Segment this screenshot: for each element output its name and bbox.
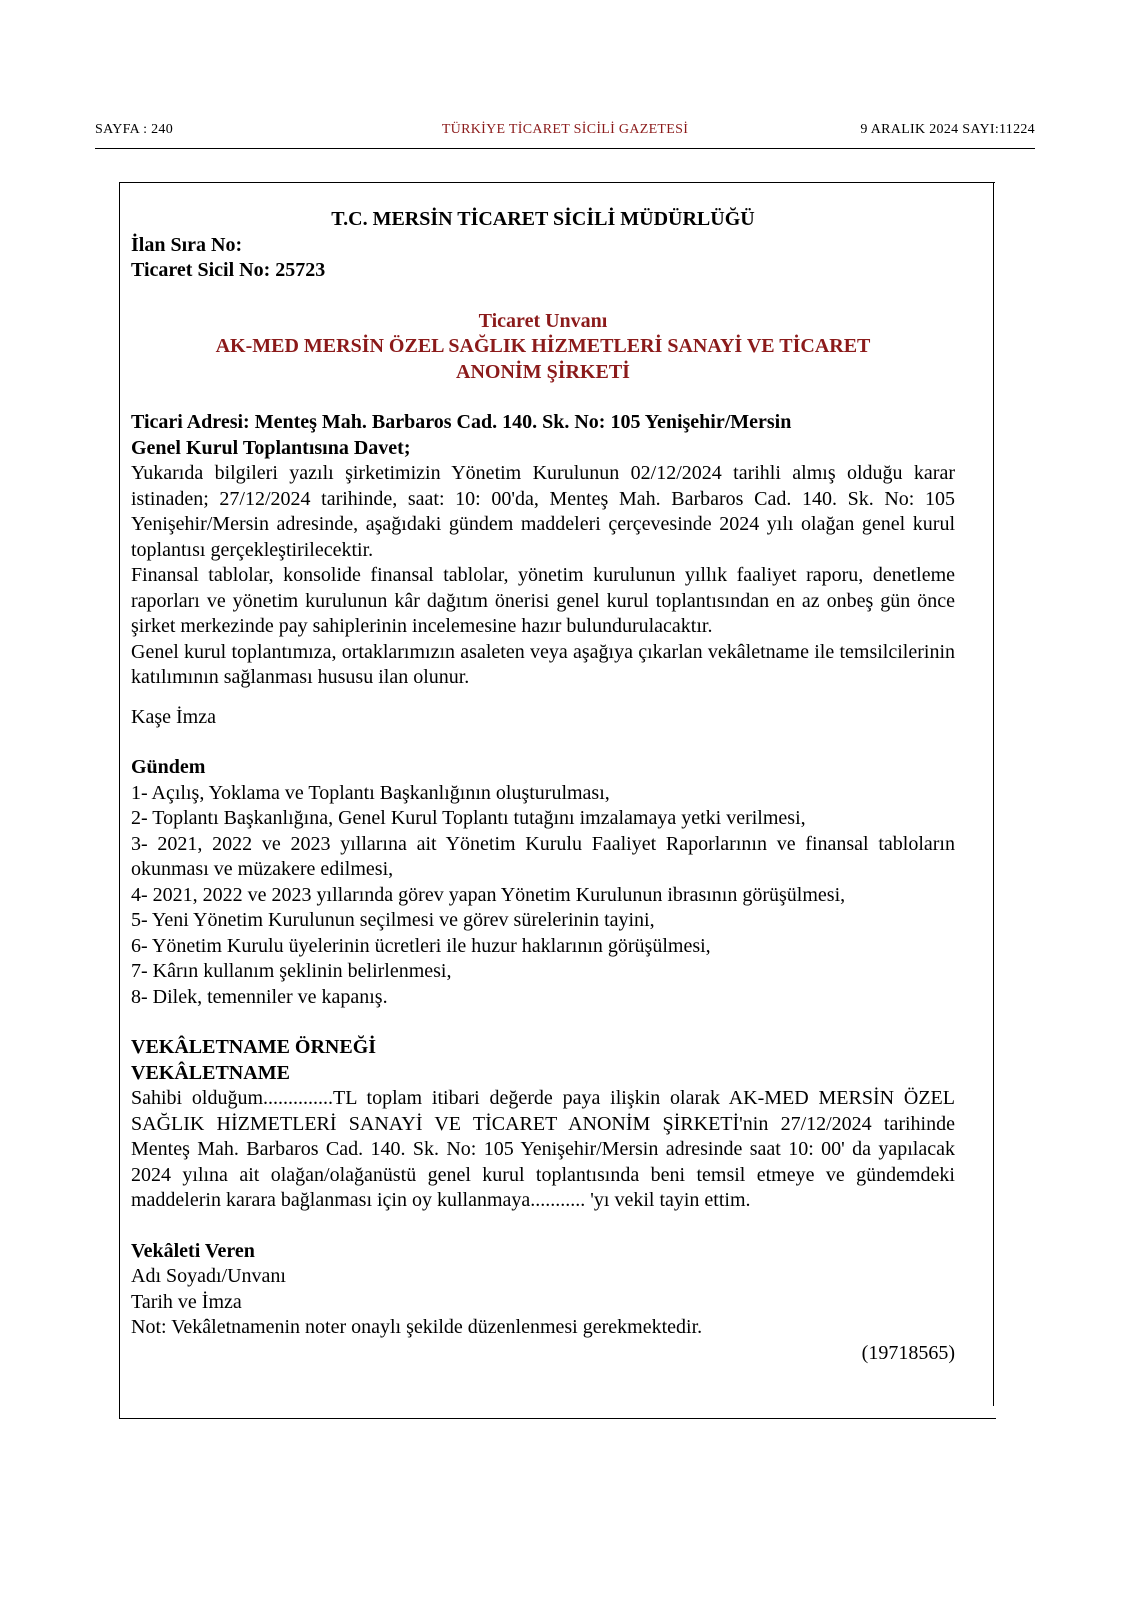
agenda-item: 5- Yeni Yönetim Kurulunun seçilmesi ve görev sürelerinin tayini,: [131, 909, 655, 931]
issue-date: 9 ARALIK 2024 SAYI:11224: [860, 122, 1035, 137]
proxy-heading: VEKÂLETNAME: [131, 1061, 290, 1084]
company-name-line1: AK-MED MERSİN ÖZEL SAĞLIK HİZMETLERİ SANAYİ VE TİCARET: [215, 335, 871, 357]
ilan-no: İlan Sıra No:: [131, 233, 243, 256]
trade-name-label: Ticaret Unvanı: [478, 309, 608, 332]
sicil-no: Ticaret Sicil No: 25723: [131, 259, 326, 281]
invitation-paragraph-2: Finansal tablolar, konsolide finansal tablolar, yönetim kurulunun yıllık faaliyet raporu, denetleme raporları ve yönetim kurulunun kâr dağıtım önerisi genel kurul toplantısından en az onbeş gün önce şirket merkezinde pay sahiplerinin incelemesine hazır bulundurulacaktır.: [131, 564, 955, 637]
page-header: [95, 122, 1035, 144]
company-address: Ticari Adresi: Menteş Mah. Barbaros Cad. 140. Sk. No: 105 Yenişehir/Mersin: [131, 411, 792, 433]
proxy-date-sign-line: Tarih ve İmza: [131, 1290, 242, 1313]
proxy-body: Sahibi olduğum..............TL toplam itibari değerde paya ilişkin olarak AK-MED MERSİN ÖZEL SAĞLIK HİZMETLERİ SANAYİ VE TİCARET ANONİM ŞİRKETİ'nin 27/12/2024 tarihinde Menteş Mah. Barbaros Cad. 140. Sk. No: 105 Yenişehir/Mersin adresinde saat 10: 00' da yapılacak 2024 yılına ait olağan/olağanüstü genel kurul toplantısında beni temsil etmeye ve gündemdeki maddelerin karara bağlanması için oy kullanmaya........... 'yı vekil tayin ettim.: [131, 1087, 955, 1211]
reference-number: (19718565): [861, 1341, 955, 1364]
stamp-signature: Kaşe İmza: [131, 705, 216, 728]
invitation-paragraph-3: Genel kurul toplantımıza, ortaklarımızın asaleten veya aşağıya çıkarlan vekâletname ile temsilcilerinin katılımının sağlanması hususu ilan olunur.: [131, 640, 955, 688]
page-number: SAYFA : 240: [95, 122, 173, 137]
proxy-note: Not: Vekâletnamenin noter onaylı şekilde düzenlenmesi gerekmektedir.: [131, 1316, 703, 1338]
notice-content: [131, 207, 955, 1366]
agenda-heading: Gündem: [131, 756, 206, 778]
agenda-item: 1- Açılış, Yoklama ve Toplantı Başkanlığının oluşturulması,: [131, 781, 610, 804]
notice-frame-right: [993, 182, 994, 1406]
agenda-item: 2- Toplantı Başkanlığına, Genel Kurul Toplantı tutağını imzalamaya yetki verilmesi,: [131, 807, 806, 829]
gazette-title: TÜRKİYE TİCARET SİCİLİ GAZETESİ: [441, 122, 689, 137]
proxy-name-line: Adı Soyadı/Unvanı: [131, 1265, 286, 1287]
agenda-item: 8- Dilek, temenniler ve kapanış.: [131, 985, 388, 1008]
header-divider: [95, 148, 1035, 149]
agenda-item: 7- Kârın kullanım şeklinin belirlenmesi,: [131, 960, 452, 982]
agenda-item: 4- 2021, 2022 ve 2023 yıllarında görev yapan Yönetim Kurulunun ibrasının görüşülmesi,: [131, 883, 846, 906]
registry-title: T.C. MERSİN TİCARET SİCİLİ MÜDÜRLÜĞÜ: [331, 208, 755, 230]
agenda-item: 3- 2021, 2022 ve 2023 yıllarına ait Yönetim Kurulu Faaliyet Raporlarının ve finansal tabloların okunması ve müzakere edilmesi,: [131, 832, 955, 880]
notice-frame-top: [119, 182, 995, 183]
invitation-paragraph-1: Yukarıda bilgileri yazılı şirketimizin Yönetim Kurulunun 02/12/2024 tarihli almış olduğu karar istinaden; 27/12/2024 tarihinde, saat: 10: 00'da, Menteş Mah. Barbaros Cad. 140. Sk. No: 105 Yenişehir/Mersin adresinde, aşağıdaki gündem maddeleri çerçevesinde 2024 yılı olağan genel kurul toplantısı gerçekleştirilecektir.: [131, 462, 955, 561]
proxy-giver-heading: Vekâleti Veren: [131, 1239, 255, 1262]
agenda-item: 6- Yönetim Kurulu üyelerinin ücretleri ile huzur haklarının görüşülmesi,: [131, 934, 711, 957]
company-name-line2: ANONİM ŞİRKETİ: [456, 360, 630, 383]
invitation-heading: Genel Kurul Toplantısına Davet;: [131, 436, 411, 459]
proxy-sample-heading: VEKÂLETNAME ÖRNEĞİ: [131, 1036, 377, 1058]
